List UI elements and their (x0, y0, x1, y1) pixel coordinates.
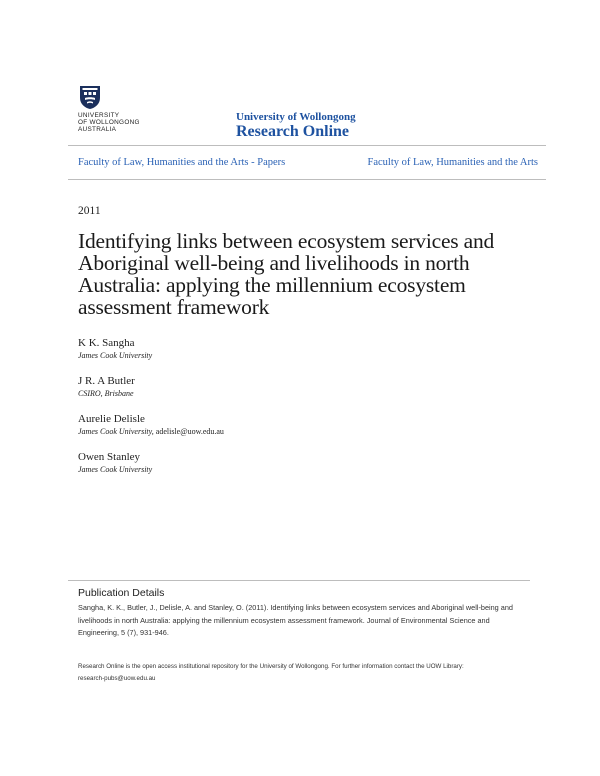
author-affiliation (78, 350, 152, 362)
author-name: Owen Stanley (78, 451, 141, 463)
author-entry (78, 337, 152, 362)
publication-details-text: Sangha, K. K., Butler, J., Delisle, A. and Stanley, O. (2011). Identifying links between ecosystem services and Aboriginal well-being and livelihoods in north Australia: applying the millennium ecosystem assessment framework. Journal of Environmental Science and Engineering, 5 (7), 931-946. (78, 603, 513, 637)
faculty-link[interactable]: Faculty of Law, Humanities and the Arts (367, 157, 538, 168)
collection-link[interactable]: Faculty of Law, Humanities and the Arts - Papers (78, 157, 286, 168)
university-name[interactable]: University of Wollongong (236, 111, 356, 123)
author-affiliation (78, 388, 135, 400)
publication-details-heading: Publication Details (78, 587, 165, 599)
author-entry (78, 451, 152, 476)
logo-wordmark (78, 112, 140, 133)
author-affiliation (78, 464, 152, 476)
affiliation-text: James Cook University (78, 427, 152, 436)
publication-year: 2011 (78, 205, 101, 217)
affiliation-text: James Cook University (78, 351, 153, 360)
details-divider (68, 580, 530, 581)
nav-divider (68, 179, 546, 180)
crest-icon (78, 84, 102, 110)
author-email[interactable]: adelisle@uow.edu.au (155, 427, 224, 436)
author-entry (78, 375, 135, 400)
repository-footer (78, 661, 530, 685)
author-affiliation: James Cook University, adelisle@uow.edu.au (78, 427, 224, 436)
author-entry (78, 413, 224, 438)
logo-line: OF WOLLONGONG (78, 119, 140, 126)
logo-line: AUSTRALIA (78, 126, 117, 133)
author-name: K K. Sangha (78, 337, 135, 349)
logo-line: UNIVERSITY (78, 112, 120, 119)
author-name: J R. A Butler (78, 375, 135, 387)
paper-title: Identifying links between ecosystem services and Aboriginal well-being and livelihoods in north Australia: applying the millennium ecosystem assessment framework (78, 229, 495, 319)
repository-name[interactable]: Research Online (236, 123, 350, 140)
library-email-link[interactable]: research-pubs@uow.edu.au (78, 675, 156, 682)
affiliation-text: CSIRO, Brisbane (78, 389, 134, 398)
university-logo (78, 84, 150, 136)
affiliation-text: James Cook University (78, 465, 153, 474)
author-name: Aurelie Delisle (78, 413, 145, 425)
header-divider (68, 145, 546, 146)
footer-text: Research Online is the open access institutional repository for the University of Wollongong. For further information contact the UOW Library: (78, 663, 464, 670)
